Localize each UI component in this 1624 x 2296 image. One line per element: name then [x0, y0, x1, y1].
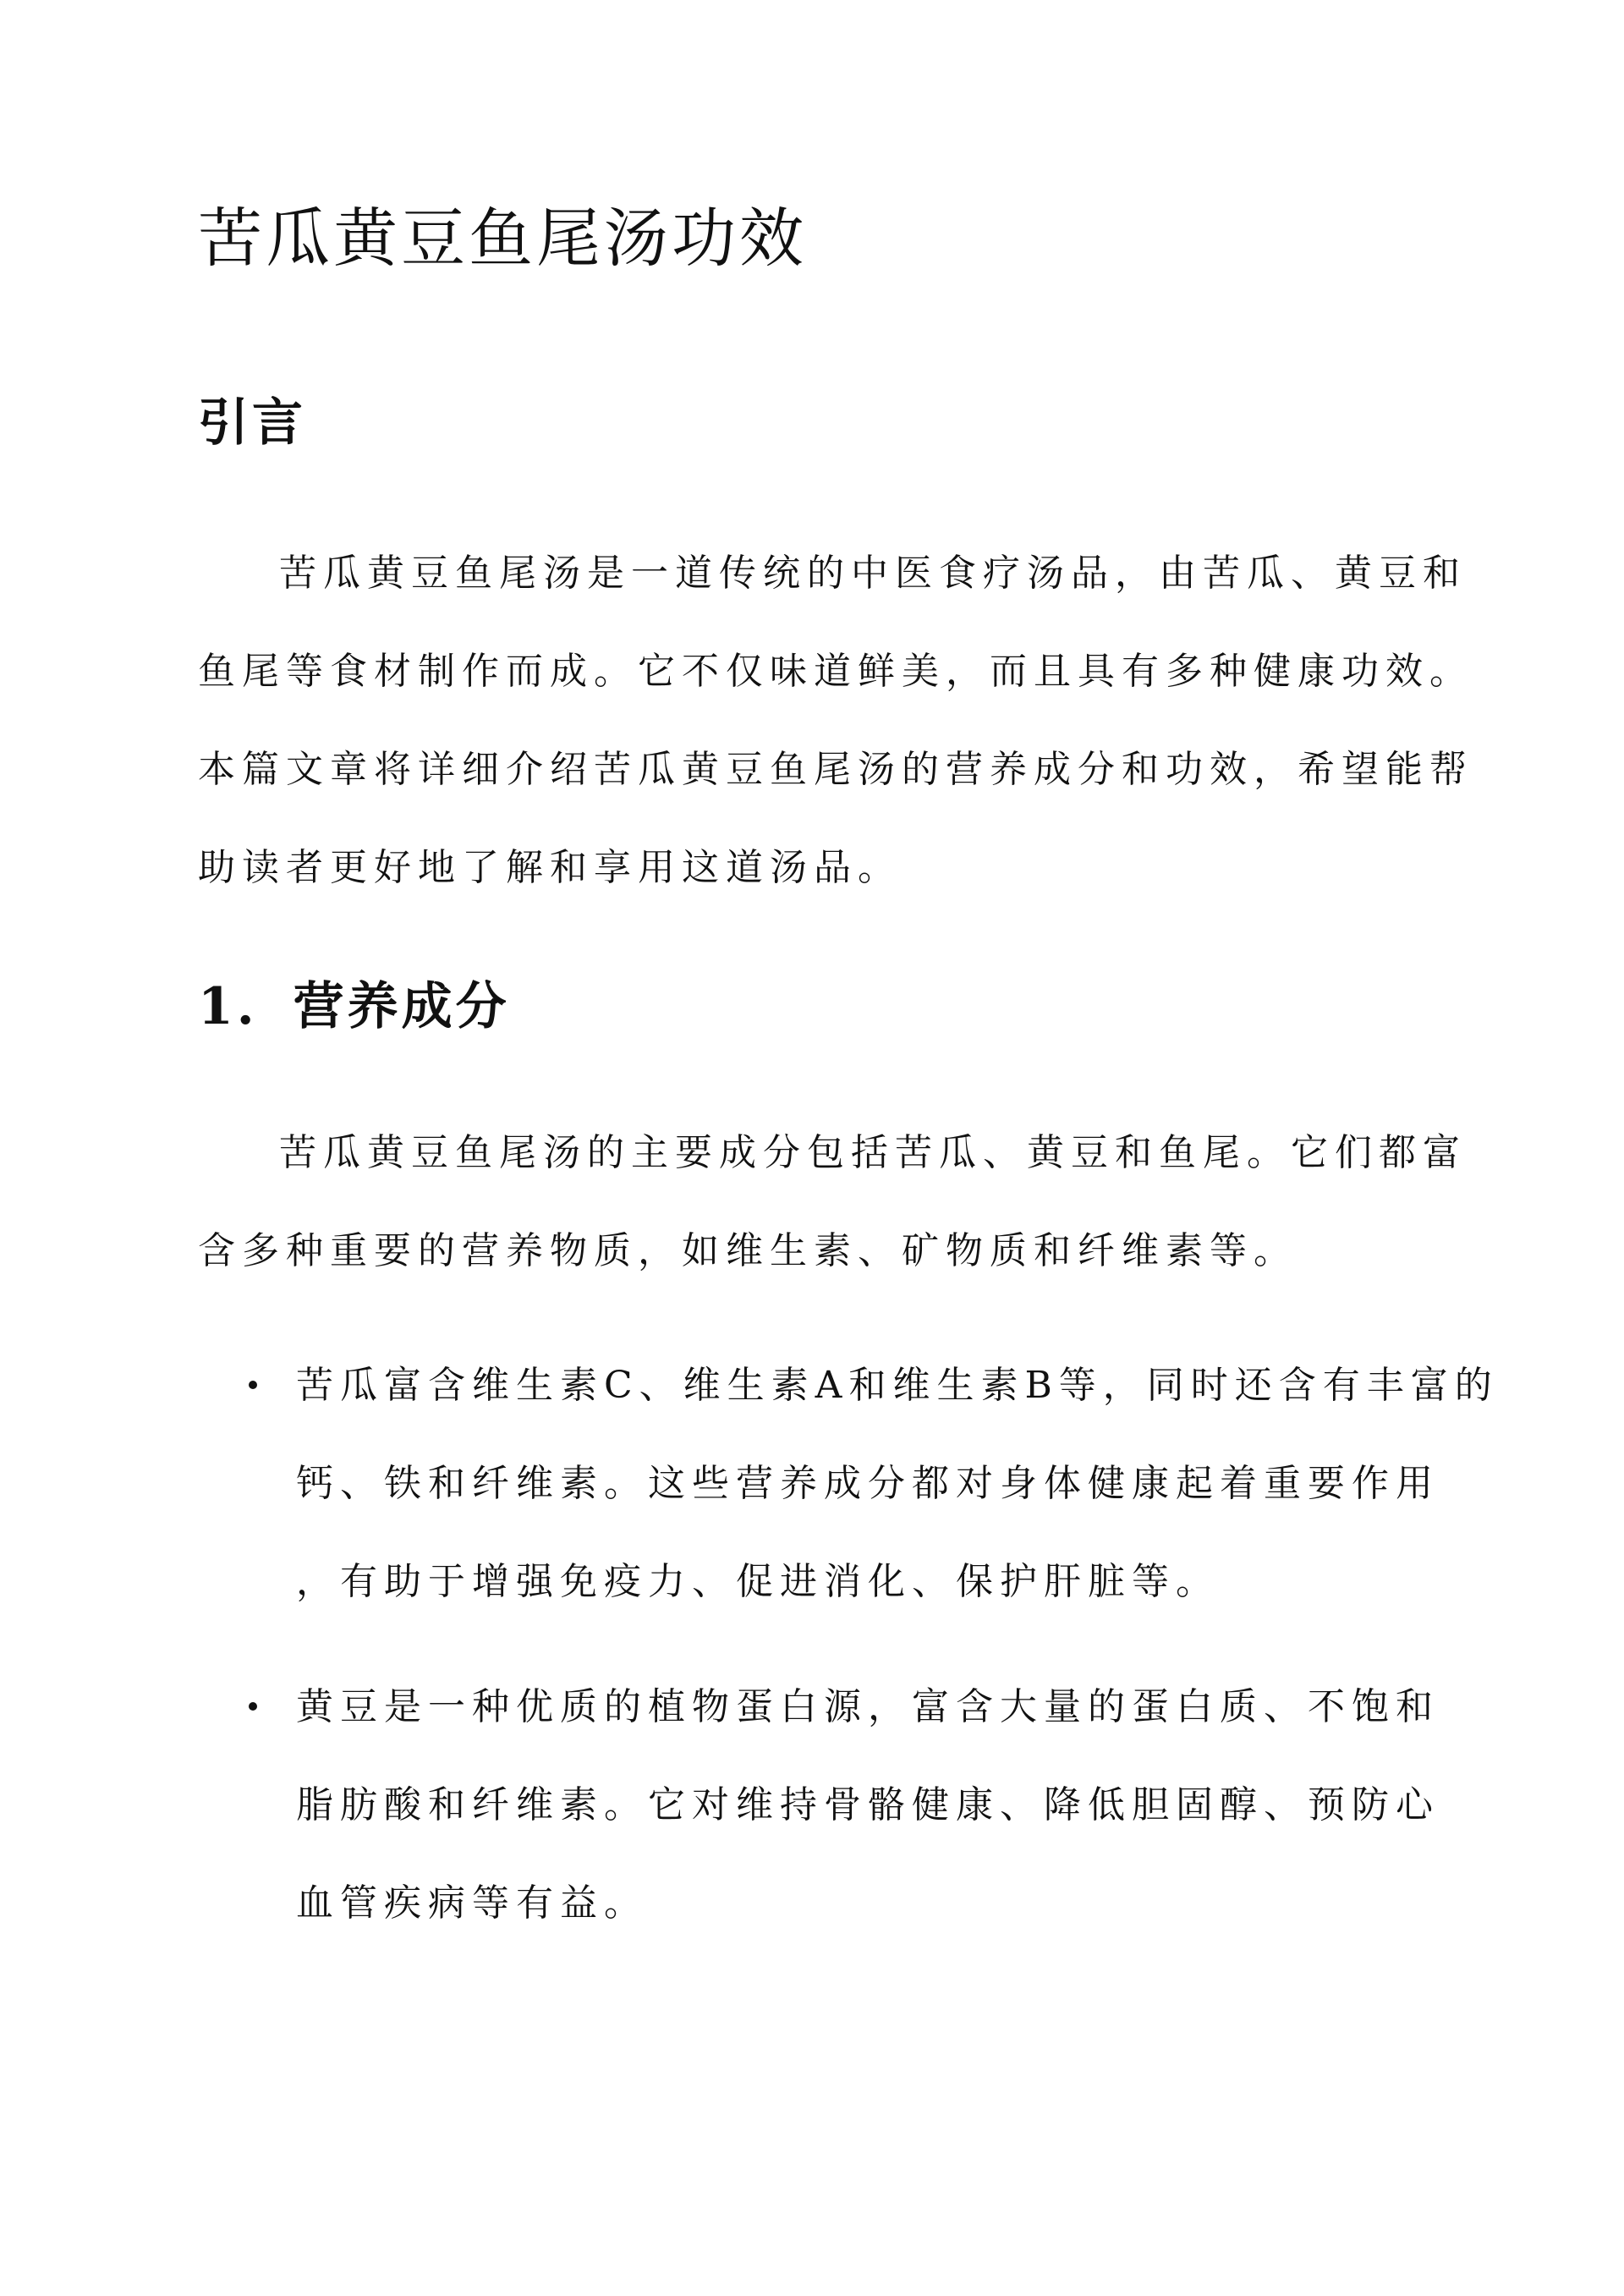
- bullet-dot-icon: [249, 1702, 257, 1711]
- introduction-paragraph: [198, 525, 1473, 917]
- bullet-line: 血管疾病等有益。: [296, 1881, 648, 1925]
- section-number: 1.: [198, 977, 258, 1036]
- bullet-list: [198, 1658, 1440, 1953]
- section-heading-introduction: 引言: [198, 393, 306, 453]
- bullet-list: [198, 1337, 1499, 1631]
- bullet-dot-icon: [249, 1381, 257, 1389]
- paragraph-line: 含多种重要的营养物质，如维生素、矿物质和纤维素等。: [198, 1229, 1298, 1272]
- paragraph-line: 本篇文章将详细介绍苦瓜黄豆鱼尾汤的营养成分和功效，希望能帮: [198, 748, 1473, 791]
- bullet-item-bitter-melon: [198, 1337, 1499, 1631]
- bullet-item-soybean: [198, 1658, 1440, 1953]
- nutrition-paragraph: [198, 1104, 1467, 1300]
- bullet-line: ，有助于增强免疫力、促进消化、保护肝脏等。: [296, 1560, 1220, 1603]
- document-title: 苦瓜黄豆鱼尾汤功效: [198, 200, 807, 276]
- section-heading-text: 营养成分: [293, 977, 510, 1036]
- paragraph-line: 苦瓜黄豆鱼尾汤的主要成分包括苦瓜、黄豆和鱼尾。它们都富: [279, 1131, 1467, 1174]
- paragraph-line: 助读者更好地了解和享用这道汤品。: [198, 846, 902, 889]
- bullet-line: 黄豆是一种优质的植物蛋白源，富含大量的蛋白质、不饱和: [296, 1685, 1440, 1728]
- bullet-line: 脂肪酸和纤维素。它对维持骨骼健康、降低胆固醇、预防心: [296, 1783, 1440, 1826]
- bullet-line: 苦瓜富含维生素C、维生素A和维生素B等，同时还含有丰富的: [296, 1364, 1499, 1407]
- section-heading-nutrition: [198, 973, 510, 1041]
- paragraph-line: 苦瓜黄豆鱼尾汤是一道传统的中医食疗汤品，由苦瓜、黄豆和: [279, 552, 1467, 595]
- paragraph-line: 鱼尾等食材制作而成。它不仅味道鲜美，而且具有多种健康功效。: [198, 650, 1473, 693]
- bullet-line: 钙、铁和纤维素。这些营养成分都对身体健康起着重要作用: [296, 1462, 1440, 1505]
